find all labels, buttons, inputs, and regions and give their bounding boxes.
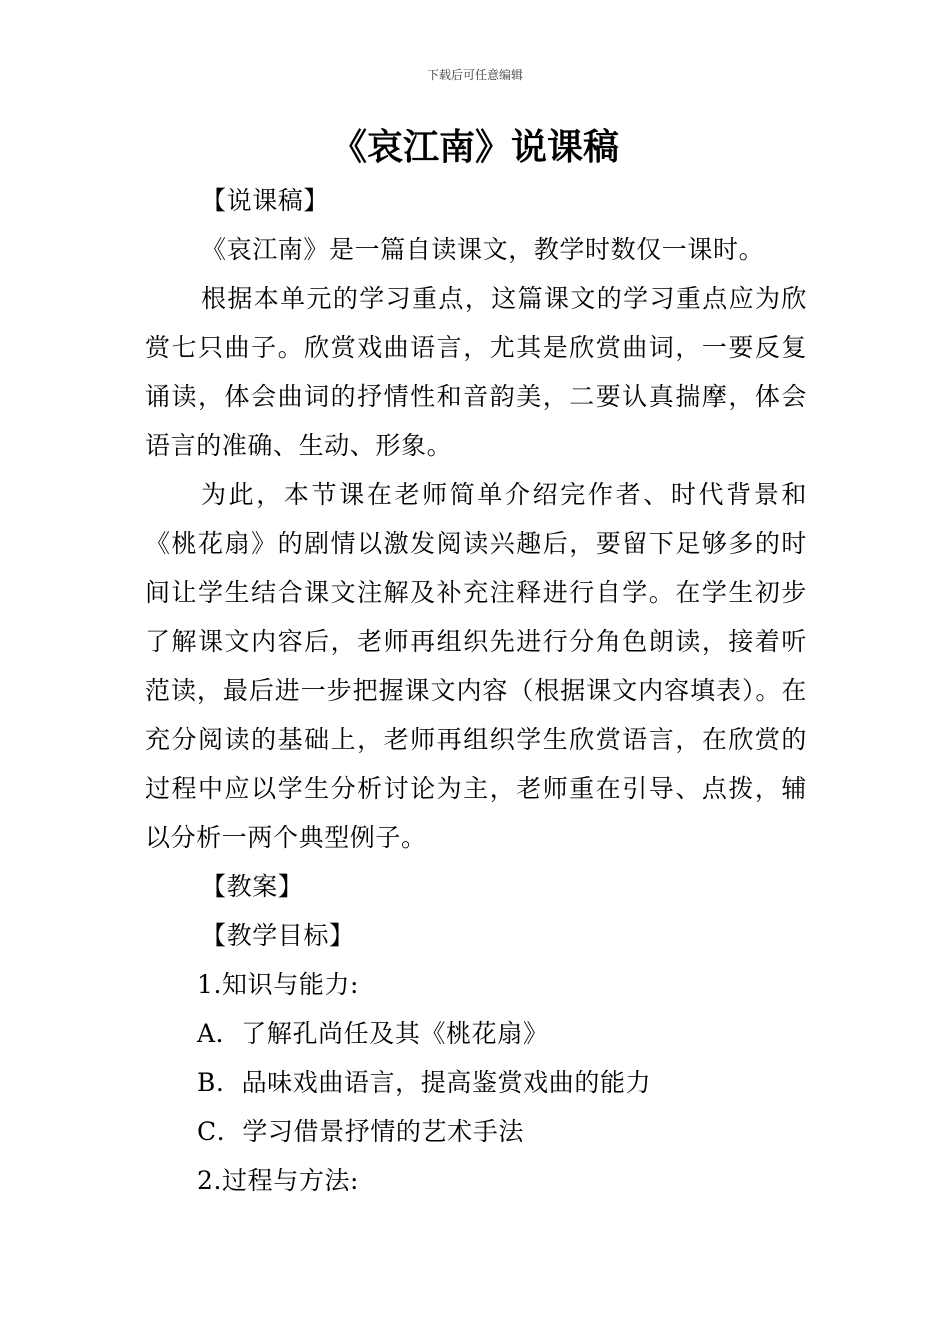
list-item-a: A．了解孔尚任及其《桃花扇》	[197, 1019, 549, 1048]
paragraph-method: 为此，本节课在老师简单介绍完作者、时代背景和《桃花扇》的剧情以激发阅读兴趣后，要留下足够多的时间让学生结合课文注解及补充注释进行自学。在学生初步了解课文内容后，老师再组织先进行分角色朗读，接着听范读，最后进一步把握课文内容（根据课文内容填表）。在充分阅读的基础上，老师再组织学生欣赏语言，在欣赏的过程中应以学生分析讨论为主，老师重在引导、点拨，辅以分析一两个典型例子。	[145, 480, 807, 852]
paragraph-intro: 《哀江南》是一篇自读课文，教学时数仅一课时。	[201, 235, 765, 264]
page-title: 《哀江南》说课稿	[330, 127, 619, 168]
section-heading-jiaoan: 【教案】	[201, 872, 304, 901]
paragraph-focus: 根据本单元的学习重点，这篇课文的学习重点应为欣赏七只曲子。欣赏戏曲语言，尤其是欣赏曲词，一要反复诵读，体会曲词的抒情性和音韵美，二要认真揣摩，体会语言的准确、生动、形象。	[145, 284, 807, 460]
section-heading-shuokegao: 【说课稿】	[201, 186, 330, 215]
section-heading-objectives: 【教学目标】	[201, 921, 355, 950]
document-body	[145, 176, 807, 1205]
list-item-process: 2.过程与方法:	[197, 1166, 360, 1195]
list-item-knowledge: 1.知识与能力:	[197, 970, 360, 999]
list-item-c: C．学习借景抒情的艺术手法	[197, 1117, 524, 1146]
list-item-b: B．品味戏曲语言，提高鉴赏戏曲的能力	[197, 1068, 652, 1097]
header-note: 下载后可任意编辑	[426, 68, 523, 82]
